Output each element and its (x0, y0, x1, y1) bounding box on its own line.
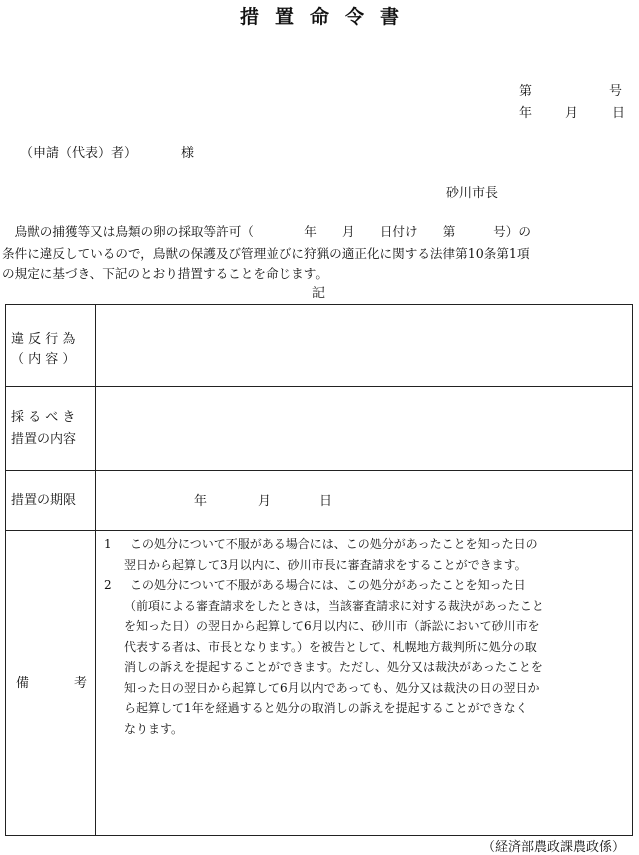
deadline-day: 日 (319, 494, 333, 509)
remarks-item-1-number: 1 (104, 537, 112, 551)
number-prefix: 第 (519, 84, 533, 99)
footer-department: （経済部農政課農政係） (481, 840, 625, 855)
violation-label-cell (6, 305, 96, 387)
remarks-item-1 (102, 534, 624, 575)
order-table (5, 304, 633, 836)
measures-content-cell (96, 387, 633, 471)
measures-label-cell (6, 387, 96, 471)
remarks-label-2: 考 (74, 676, 88, 691)
body-line-2: 条件に違反しているので，鳥獣の保護及び管理並びに狩猟の適正化に関する法律第10条第1項 (2, 246, 530, 261)
number-suffix: 号 (609, 84, 623, 99)
remarks-item-2 (102, 575, 624, 739)
measures-label-1: 採 る べ き (11, 410, 76, 425)
deadline-label-cell (6, 471, 96, 531)
violation-label-2: （ 内 容 ） (11, 352, 76, 367)
remarks-item-2-line: を知った日）の翌日から起算して6月以内に、砂川市（訴訟において砂川市を (124, 619, 540, 633)
deadline-year: 年 (194, 494, 208, 509)
remarks-row (6, 531, 633, 836)
issuer-name: 砂川市長 (446, 186, 499, 201)
body-line-3: の規定に基づき、下記のとおり措置することを命じます。 (2, 266, 328, 281)
violation-content-cell (96, 305, 633, 387)
remarks-item-2-line: この処分について不服がある場合には、この処分があったことを知った日 (130, 578, 526, 592)
date-month: 月 (565, 106, 579, 121)
deadline-content-cell (96, 471, 633, 531)
measures-row (6, 387, 633, 471)
deadline-label: 措置の期限 (11, 493, 77, 508)
violation-row (6, 305, 633, 387)
remarks-item-2-line: なります。 (124, 721, 184, 736)
remarks-item-2-number: 2 (104, 578, 112, 592)
remarks-label-1: 備 (16, 676, 30, 691)
addressee-honorific: 様 (181, 146, 195, 161)
remarks-item-2-line: 知った日の翌日から起算して6月以内であっても、処分又は裁決の日の翌日か (124, 680, 540, 695)
body-line-1: 鳥獣の捕獲等又は鳥類の卵の採取等許可（ 年 月 日付け 第 号）の (2, 224, 531, 239)
remarks-content-cell (96, 531, 633, 836)
addressee-label: （申請（代表）者） (20, 146, 138, 161)
deadline-month: 月 (258, 494, 272, 509)
remarks-label-cell (6, 531, 96, 836)
date-day: 日 (612, 106, 626, 121)
remarks-item-2-line: ら起算して1年を経過すると処分の取消しの訴えを提起することができなく (124, 701, 528, 715)
date-year: 年 (519, 106, 533, 121)
measures-label-2: 措置の内容 (11, 432, 77, 447)
violation-label-1: 違 反 行 為 (11, 332, 76, 347)
remarks-item-2-line: 代表する者は、市長となります。）を被告として、札幌地方裁判所に処分の取 (124, 639, 537, 654)
remarks-item-1-line: この処分について不服がある場合には、この処分があったことを知った日の (130, 537, 538, 551)
remarks-item-2-line: （前項による審査請求をしたときは，当該審査請求に対する裁決があったこと (124, 598, 544, 613)
document-title: 措置命令書 (239, 6, 415, 28)
remarks-item-2-line: 消しの訴えを提起することができます。ただし、処分又は裁決があったことを (124, 660, 543, 674)
deadline-row (6, 471, 633, 531)
remarks-item-1-line: 翌日から起算して3月以内に、砂川市長に審査請求をすることができます。 (124, 557, 527, 572)
ki-label: 記 (312, 286, 326, 301)
